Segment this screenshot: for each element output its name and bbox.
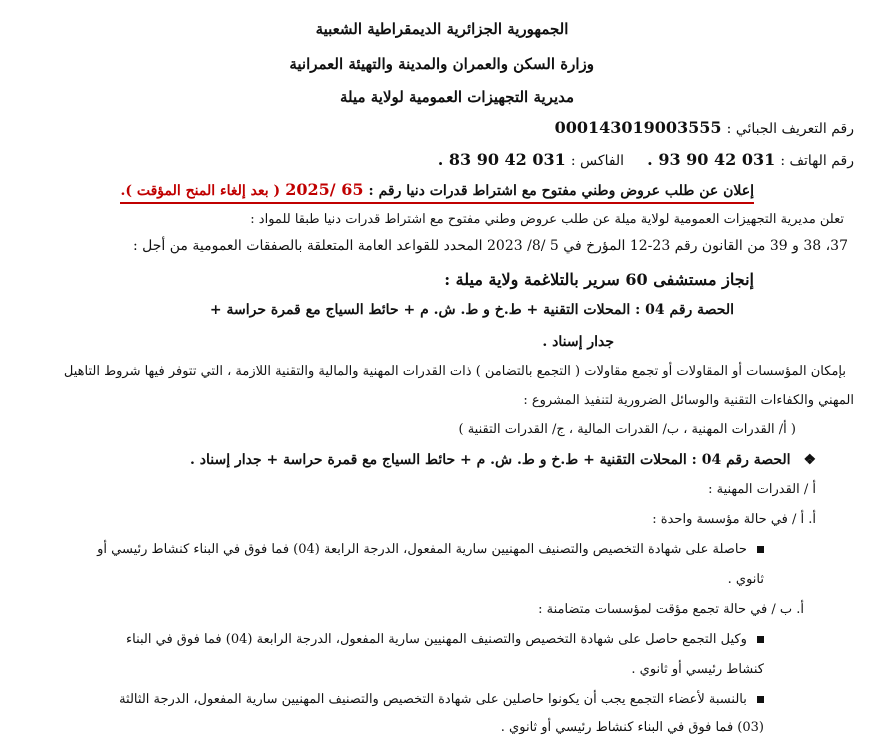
square-bullet-icon: [757, 546, 764, 553]
lot-single-company-label: أ. أ / في حالة مؤسسة واحدة :: [652, 512, 816, 527]
announcement-title-row: [0, 180, 754, 199]
tax-id-value: 000143019003555: [554, 118, 722, 137]
group-item-members-line2: (03) فما فوق في البناء كنشاط رئيسي أو ثانوي .: [500, 720, 764, 735]
phone-fax-row: [0, 150, 854, 169]
lot-group-label: أ. ب / في حالة تجمع مؤقت لمؤسسات متضامنة :: [538, 602, 804, 617]
announcement-number: 65 /2025: [285, 180, 364, 199]
square-bullet-icon: [757, 696, 764, 703]
group-item-agent-line2: كنشاط رئيسي أو ثانوي .: [631, 662, 764, 677]
header-line-directorate: مديرية التجهيزات العمومية لولاية ميلة: [339, 88, 575, 106]
project-lot-line1: الحصة رقم 04 : المحلات التقنية + ط.خ و ط. ش. م + حائط السياج مع قمرة حراسة +: [209, 302, 734, 318]
announcement-legal: 37، 38 و 39 من القانون رقم 23-12 المؤرخ في 5 /8/ 2023 المحدد للقواعد العامة المتعلقة بالصفقات العمومية من أجل :: [132, 238, 848, 254]
project-title: إنجاز مستشفى 60 سرير بالتلاغمة ولاية ميلة :: [444, 270, 754, 289]
group-item-agent: [0, 632, 764, 647]
eligibility-line2: المهني والكفاءات التقنية والوسائل الضرورية لتنفيذ المشروع :: [523, 393, 854, 408]
phone-value: 031 42 90 93 .: [647, 150, 776, 169]
eligibility-line1: بإمكان المؤسسات أو المقاولات أو تجمع مقاولات ( التجمع بالتضامن ) ذات القدرات المهنية والمالية والتقنية اللازمة ، التي تتوفر فيها شروط التاهيل: [63, 364, 846, 379]
announcement-intro: تعلن مديرية التجهيزات العمومية لولاية ميلة عن طلب عروض وطني مفتوح مع اشتراط قدرات دنيا طبقا للمواد :: [250, 212, 844, 227]
single-company-item-line1: حاصلة على شهادة التخصيص والتصنيف المهنيين سارية المفعول، الدرجة الرابعة (04) فما فوق في البناء كنشاط رئيسي أو: [97, 542, 747, 557]
diamond-bullet-icon: ❖: [803, 452, 816, 468]
fax-value: 031 42 90 83 .: [437, 150, 566, 169]
group-item-agent-line1: وكيل التجمع حاصل على شهادة التخصيص والتصنيف المهنيين سارية المفعول، الدرجة الرابعة (04) فما فوق في البناء: [126, 632, 747, 647]
eligibility-line3: ( أ/ القدرات المهنية ، ب/ القدرات المالية ، ج/ القدرات التقنية ): [458, 422, 796, 437]
group-item-members-line1: بالنسبة لأعضاء التجمع يجب أن يكونوا حاصلين على شهادة التخصيص والتصنيف المهنيين سارية المفعول، الدرجة الثالثة: [119, 692, 747, 707]
single-company-item-line2: ثانوي .: [727, 572, 764, 587]
group-item-members: [0, 692, 764, 707]
lot-section-title-row: [0, 452, 816, 468]
tax-id-label: رقم التعريف الجبائي :: [726, 121, 854, 137]
square-bullet-icon: [757, 636, 764, 643]
header-line-republic: الجمهورية الجزائرية الديمقراطية الشعبية: [315, 20, 569, 38]
header-line-ministry: وزارة السكن والعمران والمدينة والتهيئة العمرانية: [289, 55, 594, 73]
announcement-note: ( بعد إلغاء المنح المؤقت ).: [120, 183, 281, 199]
lot-section-title: الحصة رقم 04 : المحلات التقنية + ط.خ و ط. ش. م + حائط السياج مع قمرة حراسة + جدار إسناد .: [189, 452, 791, 468]
announcement-title: إعلان عن طلب عروض وطني مفتوح مع اشتراط قدرات دنيا رقم :: [368, 183, 754, 199]
fax-label: الفاكس :: [570, 153, 625, 169]
single-company-item: [0, 542, 764, 557]
tax-id-row: [0, 118, 854, 137]
project-lot-line2: جدار إسناد .: [542, 334, 614, 350]
phone-label: رقم الهاتف :: [780, 153, 854, 169]
lot-professional-label: أ / القدرات المهنية :: [708, 482, 816, 497]
announcement-title-underline: [120, 180, 754, 204]
